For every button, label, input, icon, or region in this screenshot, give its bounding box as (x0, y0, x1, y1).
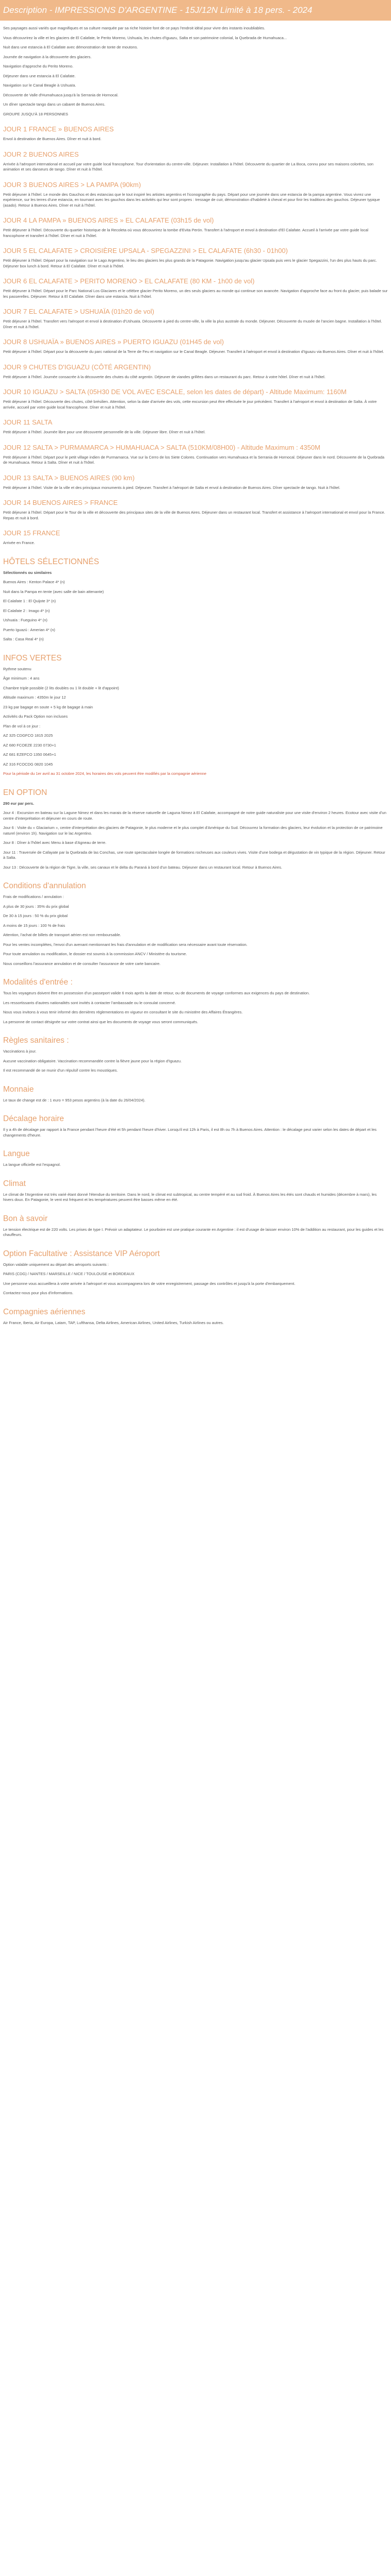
langue-title: Langue (3, 1149, 30, 1158)
day-title: JOUR 12 SALTA > PURMAMARCA > HUMAHUACA > SALTA (510KM/08H00) - Altitude Maximum : 4350M (3, 443, 320, 451)
monnaie-title: Monnaie (3, 1084, 34, 1094)
day-text: Petit déjeuner à l'hôtel. Départ pour le Parc National Los Glaciares et le célèbre glacier Perito Moreno, un des seuls glaciers au monde qui continue son avancée. Navigation d'approche face au front du glacier, puis balade sur les passerelles. Déjeuner. Retour à El Calafate. Dîner dans une estancia. Nuit à l'hôtel. (3, 289, 388, 299)
conditions-line: De 30 à 15 jours : 50 % du prix global (3, 913, 68, 918)
decalage-section (3, 1114, 388, 1138)
option-line: Jour 4 : Excursion en bateau sur la Lagune Nimez et dans les marais de la réserve naturelle de Laguna Nimez à El Calafate, accompagné de notre guide naturaliste pour une visite d'environ 2 heures. Ecotour avec visite d'un centre d'interprétation et déjeuner en cours de route. (3, 810, 386, 821)
option-line: Jour 6 : Visite du « Glaciarium », centre d'interprétation des glaciers de Patagonie, le plus moderne et le plus complet d'Amérique du Sud. Découvrez la formation des glaciers, leur évolution et la protection de ce patrimoine naturel (environ 1h). Navigation sur le lac Argentino. (3, 825, 383, 836)
hotel-item: Salta : Casa Real 4* (n) (3, 637, 44, 641)
day-text: Petit déjeuner à l'hôtel. Visite de la ville et des principaux monuments à pied. Déjeuner. Transfert à l'aéroport de Salta et envol à destination de Buenos Aires. Dîner spectacle de tango. Nuit à l'hôtel. (3, 485, 340, 490)
conditions-line: Nous conseillons l'assurance annulation et de consulter l'assurance de votre carte bancaire. (3, 961, 161, 966)
day-text: Petit déjeuner à l'hôtel. Transfert vers l'aéroport et envol à destination d'Ushuaïa. Découverte à pied du centre-ville, la ville la plus australe du monde. Déjeuner. Découverte du musée de l'ancien bagne. Installation à l'hôtel. Dîner et nuit à l'hôtel. (3, 319, 382, 329)
intro-line: Découverte de Valle d'Humahuaca jusqu'à la Serrania de Hornocal. (3, 92, 119, 97)
pack-option-section (3, 1249, 388, 1296)
bon-savoir-section (3, 1214, 388, 1238)
conditions-line: Attention, l'achat de billets de transport aérien est non remboursable. (3, 933, 121, 937)
option-line: Jour 11 : Traversée de Cafayate par la Quebrada de las Conchas, une route spectaculaire longée de formations rocheuses aux couleurs vives. Visite d'une bodega et dégustation de vin typique de la région. Déjeuner. Retour à Salta. (3, 850, 385, 860)
day-title: JOUR 14 BUENOS AIRES > FRANCE (3, 499, 118, 506)
option-title: EN OPTION (3, 788, 47, 797)
day-text: Petit déjeuner à l'hôtel. Départ pour la découverte du parc national de la Terre de Feu et navigation sur le Canal Beagle. Déjeuner. Transfert à l'aéroport et envol à destination d'Iguazu via Buenos Aires. Dîner et nuit à l'hôtel. (3, 349, 384, 354)
conditions-line: Pour les ventes incomplètes, l'envoi d'un avenant mentionnant les frais d'annulation et de modification sera nécessaire avant toute réservation. (3, 942, 248, 947)
modalites-line: La personne de contact désignée sur votre contrat ainsi que les documents de voyage vous seront communiqués. (3, 1019, 199, 1024)
regles-line: Aucune vaccination obligatoire. Vaccination recommandée contre la fièvre jaune pour la région d'Iguazu. (3, 1058, 182, 1063)
regles-line: Vaccinations à jour. (3, 1049, 37, 1054)
flight-line: AZ 680 FCOEZE 2230 0730+1 (3, 742, 56, 748)
modalites-line: Nous vous invitons à vous tenir informé des dernières réglementations en vigueur en consultant le site du ministère des Affaires Étrangères. (3, 1010, 243, 1014)
day-title: JOUR 3 BUENOS AIRES > LA PAMPA (90km) (3, 180, 141, 189)
intro-line: Navigation d'approche du Perito Moreno. (3, 64, 74, 69)
hotels-subtitle: Sélectionnés ou similaires (3, 570, 52, 575)
page-title: Description - IMPRESSIONS D'ARGENTINE - 15J/12N Limité à 18 pers. - 2024 (3, 5, 313, 15)
info-line: 23 kg par bagage en soute + 5 kg de bagage à main (3, 704, 93, 709)
modalites-line: Les ressortissants d'autres nationalités sont invités à contacter l'ambassade ou le consulat concerné. (3, 1000, 176, 1005)
option-price: 290 eur par pers. (3, 801, 35, 806)
intro-line: Déjeuner dans une estancia à El Calafate. (3, 73, 76, 78)
day-title: JOUR 7 EL CALAFATE > USHUAÏA (01h20 de vol) (3, 308, 154, 315)
day-text: Petit déjeuner à l'hôtel. Journée consacrée à la découverte des chutes du côté argentin. Déjeuner de viandes grillées dans un restaurant du parc. Retour à votre hôtel. Dîner et nuit à l'hôtel. (3, 374, 325, 379)
hotel-item: Ushuaïa : Fueguino 4* (n) (3, 618, 47, 622)
day-title: JOUR 4 LA PAMPA » BUENOS AIRES » EL CALAFATE (03h15 de vol) (3, 216, 214, 224)
day-text: Petit déjeuner à l'hôtel. Départ pour la navigation sur le Lago Argentino, le lieu des glaciers les plus grands de la Patagonie. Navigation jusqu'au glacier Upsala puis vers le glacier Spegazzini, l'un des plus hauts du parc. Déjeuner box lunch à bord. Retour à El Calafate. Dîner et nuit à l'hôtel. (3, 258, 377, 268)
intro-line: Ses paysages aussi variés que magnifiques et sa culture marquée par sa riche histoire font de ce pays l'endroit idéal pour vivre des instants inoubliables. (3, 26, 265, 30)
day-text: Petit déjeuner à l'hôtel. Découverte des chutes, côté brésilien. Attention, selon la date d'arrivée des vols, cette excursion peut être effectuée le jour précédent. Transfert à l'aéroport et envol à destination de Salta. À votre arrivée, accueil par votre guide local francophone. Dîner et nuit à l'hôtel. (3, 399, 377, 410)
option-section (3, 788, 388, 871)
info-line: Altitude maximum : 4350m le jour 12 (3, 695, 66, 700)
compagnies-text: Air France, Iberia, Air Europa, Latam, TAP, Lufthansa, Delta Airlines, American Airlines, United Airlines, Turkish Airlines ou autres. (3, 1320, 224, 1325)
climat-title: Climat (3, 1179, 26, 1188)
day-text: Petit déjeuner à l'hôtel. Journée libre pour une découverte personnelle de la ville. Déjeuner libre. Dîner et nuit à l'hôtel. (3, 430, 206, 434)
days-list (3, 125, 388, 546)
flights-note: Pour la période du 1er avril au 31 octobre 2024, les horaires des vols peuvent être modifiés par la compagnie aérienne (3, 771, 206, 776)
infos-title: INFOS VERTES (3, 653, 62, 663)
regles-title: Règles sanitaires : (3, 1036, 69, 1045)
pack-option-line: Une personne vous accueillera à votre arrivée à l'aéroport et vous accompagnera lors de votre enregistrement, passage des contrôles et jusqu'à la porte d'embarquement. (3, 1281, 296, 1286)
infos-section (3, 654, 388, 777)
bon-savoir-title: Bon à savoir (3, 1214, 48, 1223)
day-title: JOUR 1 FRANCE » BUENOS AIRES (3, 125, 114, 133)
intro-line: Nuit dans une estancia à El Calafate avec démonstration de tonte de moutons. (3, 45, 138, 49)
climat-section (3, 1179, 388, 1203)
day-text: Petit déjeuner à l'hôtel. Départ pour le petit village indien de Purmamarca. Vue sur la Cerro de los Siete Colores. Continuation vers Humahuaca et la Serrania de Hornocal. Déjeuner dans le nord. Découverte de la Quebrada de Humahuaca. Retour à Salta. Dîner et nuit à l'hôtel. (3, 454, 385, 465)
conditions-line: Frais de modifications / annulation : (3, 894, 64, 899)
day-title: JOUR 6 EL CALAFATE > PERITO MORENO > EL CALAFATE (80 KM - 1h00 de vol) (3, 277, 255, 285)
day-title: JOUR 11 SALTA (3, 418, 53, 426)
pack-option-line: Option valable uniquement au départ des aéroports suivants : (3, 1262, 109, 1267)
pack-option-title: Option Facultative : Assistance VIP Aéroport (3, 1249, 160, 1258)
content (0, 26, 391, 1326)
compagnies-title: Compagnies aériennes (3, 1307, 86, 1316)
day-title: JOUR 2 BUENOS AIRES (3, 150, 79, 158)
hotel-item: Buenos Aires : Kenton Palace 4* (n) (3, 580, 65, 584)
conditions-section (3, 882, 388, 967)
regles-section (3, 1036, 388, 1074)
info-line: Activités du Pack Option non incluses (3, 714, 68, 719)
group-note: GROUPE JUSQU'À 18 PERSONNES (3, 111, 69, 116)
monnaie-section (3, 1085, 388, 1104)
intro-line: Vous découvrirez la ville et les glaciers de El Calafate, le Perito Moreno, Ushuaïa, les chutes d'Iguazu, Salta et son patrimoine colonial, la Quebrada de Humahuaca... (3, 35, 287, 40)
conditions-title: Conditions d'annulation (3, 882, 86, 890)
conditions-line: A moins de 15 jours : 100 % de frais (3, 923, 66, 928)
day-text: Petit déjeuner à l'hôtel. Le monde des Gauchos et des estancias que le tout inspiré les artistes argentins et l'iconographie du pays. Départ pour une journée dans une estancia de la pampa argentine. Vous vivrez une expérience, sur les terres d'une estancia, en tournant avec les gauchos dans les activités qui leur sont propres : tressage de cuir, démonstration d'habileté à cheval et pour finir les traditions des gauchos. Déjeuner typique (asado). Retour à Buenos Aires. Dîner et nuit à l'hôtel. (3, 192, 380, 208)
day-title: JOUR 15 FRANCE (3, 529, 60, 537)
modalites-line: Tous les voyageurs doivent être en possession d'un passeport valide 6 mois après la date de retour, ou de documents de voyage conformes aux exigences du pays de destination. (3, 991, 310, 995)
langue-text: La langue officielle est l'espagnol. (3, 1162, 61, 1167)
langue-section (3, 1149, 388, 1168)
day-title: JOUR 5 EL CALAFATE > CROISIÈRE UPSALA - SPEGAZZINI > EL CALAFATE (6h30 - 01h00) (3, 247, 288, 255)
day-text: Envol à destination de Buenos Aires. Dîner et nuit à bord. (3, 137, 102, 141)
day-text: Arrivée en France. (3, 540, 35, 545)
pack-option-line: Contactez-nous pour plus d'informations. (3, 1291, 74, 1295)
decalage-title: Décalage horaire (3, 1114, 64, 1123)
flights-title: Plan de vol à ce jour : (3, 723, 41, 728)
info-line: Âge minimum : 4 ans (3, 676, 40, 681)
hotel-item: El Calafate 2 : Imago 4* (n) (3, 608, 50, 613)
compagnies-section (3, 1308, 388, 1326)
conditions-line: A plus de 30 jours : 35% du prix global (3, 904, 69, 909)
intro-line: Journée de navigation à la découverte des glaciers. (3, 54, 92, 59)
intro-line: Un dîner spectacle tango dans un cabaret de Buenos Aires. (3, 102, 106, 107)
hotel-item: Nuit dans la Pampa en tente (avec salle de bain attenante) (3, 589, 104, 594)
climat-text: Le climat de l'Argentine est très varié étant donné l'étendue du territoire. Dans le nord, le climat est subtropical, au centre tempéré et au sud froid. À Buenos Aires les étés sont chauds et humides (décembre à mars), les hivers doux. En Patagonie, le vent est fréquent et les températures peuvent être basses même en été. (3, 1192, 377, 1202)
hotel-item: Puerto Iguazú : Amerian 4* (n) (3, 627, 55, 632)
flight-line: AZ 325 CDGFCO 1815 2025 (3, 733, 53, 738)
modalites-section (3, 978, 388, 1025)
day-title: JOUR 10 IGUAZU > SALTA (05H30 DE VOL AVEC ESCALE, selon les dates de départ) - Altitude Maximum: 1160M (3, 388, 347, 396)
info-line: Chambre triple possible (2 lits doubles ou 1 lit double + lit d'appoint) (3, 685, 119, 690)
regles-line: Il est recommandé de se munir d'un répulsif contre les moustiques. (3, 1068, 118, 1073)
flight-line: AZ 316 FCOCDG 0820 1045 (3, 761, 53, 767)
intro-line: Navigation sur le Canal Beagle à Ushuaïa. (3, 83, 76, 88)
flight-line: AZ 681 EZEFCO 1350 0645+1 (3, 752, 56, 757)
bon-savoir-text: Le tension électrique est de 220 volts. Les prises de type I. Prévoir un adaptateur. Le pourboire est une pratique courante en Argentine : il est d'usage de laisser environ 10% de l'addition au restaurant, pour les guides et les chauffeurs. (3, 1227, 384, 1237)
hotels-section (3, 557, 388, 642)
day-title: JOUR 9 CHUTES D'IGUAZU (CÔTÉ ARGENTIN) (3, 363, 151, 371)
title-band (0, 0, 391, 21)
day-text: Arrivée à l'aéroport international et accueil par votre guide local francophone. Tour d'orientation du centre-ville. Déjeuner. Installation à l'hôtel. Découverte du quartier de La Boca, connu pour ses maisons colorées, son animation et ses danseurs de tango. Dîner et nuit à l'hôtel. (3, 161, 373, 172)
day-text: Petit déjeuner à l'hôtel. Découverte du quartier historique de la Recoleta où vous découvrirez la tombe d'Evita Perón. Transfert à l'aéroport et envol à destination d'El Calafate. Accueil à l'arrivée par votre guide local francophone et transfert à l'hôtel. Dîner et nuit à l'hôtel. (3, 228, 368, 238)
day-title: JOUR 8 USHUAÏA » BUENOS AIRES » PUERTO IGUAZU (01H45 de vol) (3, 338, 224, 346)
option-line: Jour 8 : Dîner à l'hôtel avec Menu à base d'Agneau de terre. (3, 840, 107, 845)
option-line: Jour 13 : Découverte de la région de Tigre, la ville, ses canaux et le delta du Paraná à bord d'un bateau. Déjeuner dans un restaurant local. Retour à Buenos Aires. (3, 865, 282, 870)
hotels-title: HÔTELS SÉLECTIONNÉS (3, 557, 100, 566)
day-text: Petit déjeuner à l'hôtel. Départ pour le Tour de la ville et découverte des principaux sites de la ville de Buenos Aires. Déjeuner dans un restaurant local. Transfert et assistance à l'aéroport international et envol pour la France. Repas et nuit à bord. (3, 510, 385, 520)
decalage-text: Il y a 4h de décalage par rapport à la France pendant l'heure d'été et 5h pendant l'heure d'hiver. Lorsqu'il est 12h à Paris, il est 8h ou 7h à Buenos Aires. Attention : le décalage peut varier selon les dates de départ et les changements d'heure. (3, 1127, 377, 1138)
pack-option-line: PARIS (CDG) / NANTES / MARSEILLE / NICE / TOULOUSE et BORDEAUX (3, 1272, 135, 1276)
monnaie-text: Le taux de change est de : 1 euro = 953 pesos argentins (à la date du 26/04/2024). (3, 1097, 145, 1103)
info-line: Rythme soutenu (3, 666, 31, 671)
day-title: JOUR 13 SALTA > BUENOS AIRES (90 km) (3, 473, 135, 482)
modalites-title: Modalités d'entrée : (3, 978, 73, 987)
hotel-item: El Calafate 1 : El Quijote 3* (n) (3, 599, 56, 603)
conditions-line: Pour toute annulation ou modification, le dossier est soumis à la commission ANCV / Ministère du tourisme. (3, 952, 187, 956)
